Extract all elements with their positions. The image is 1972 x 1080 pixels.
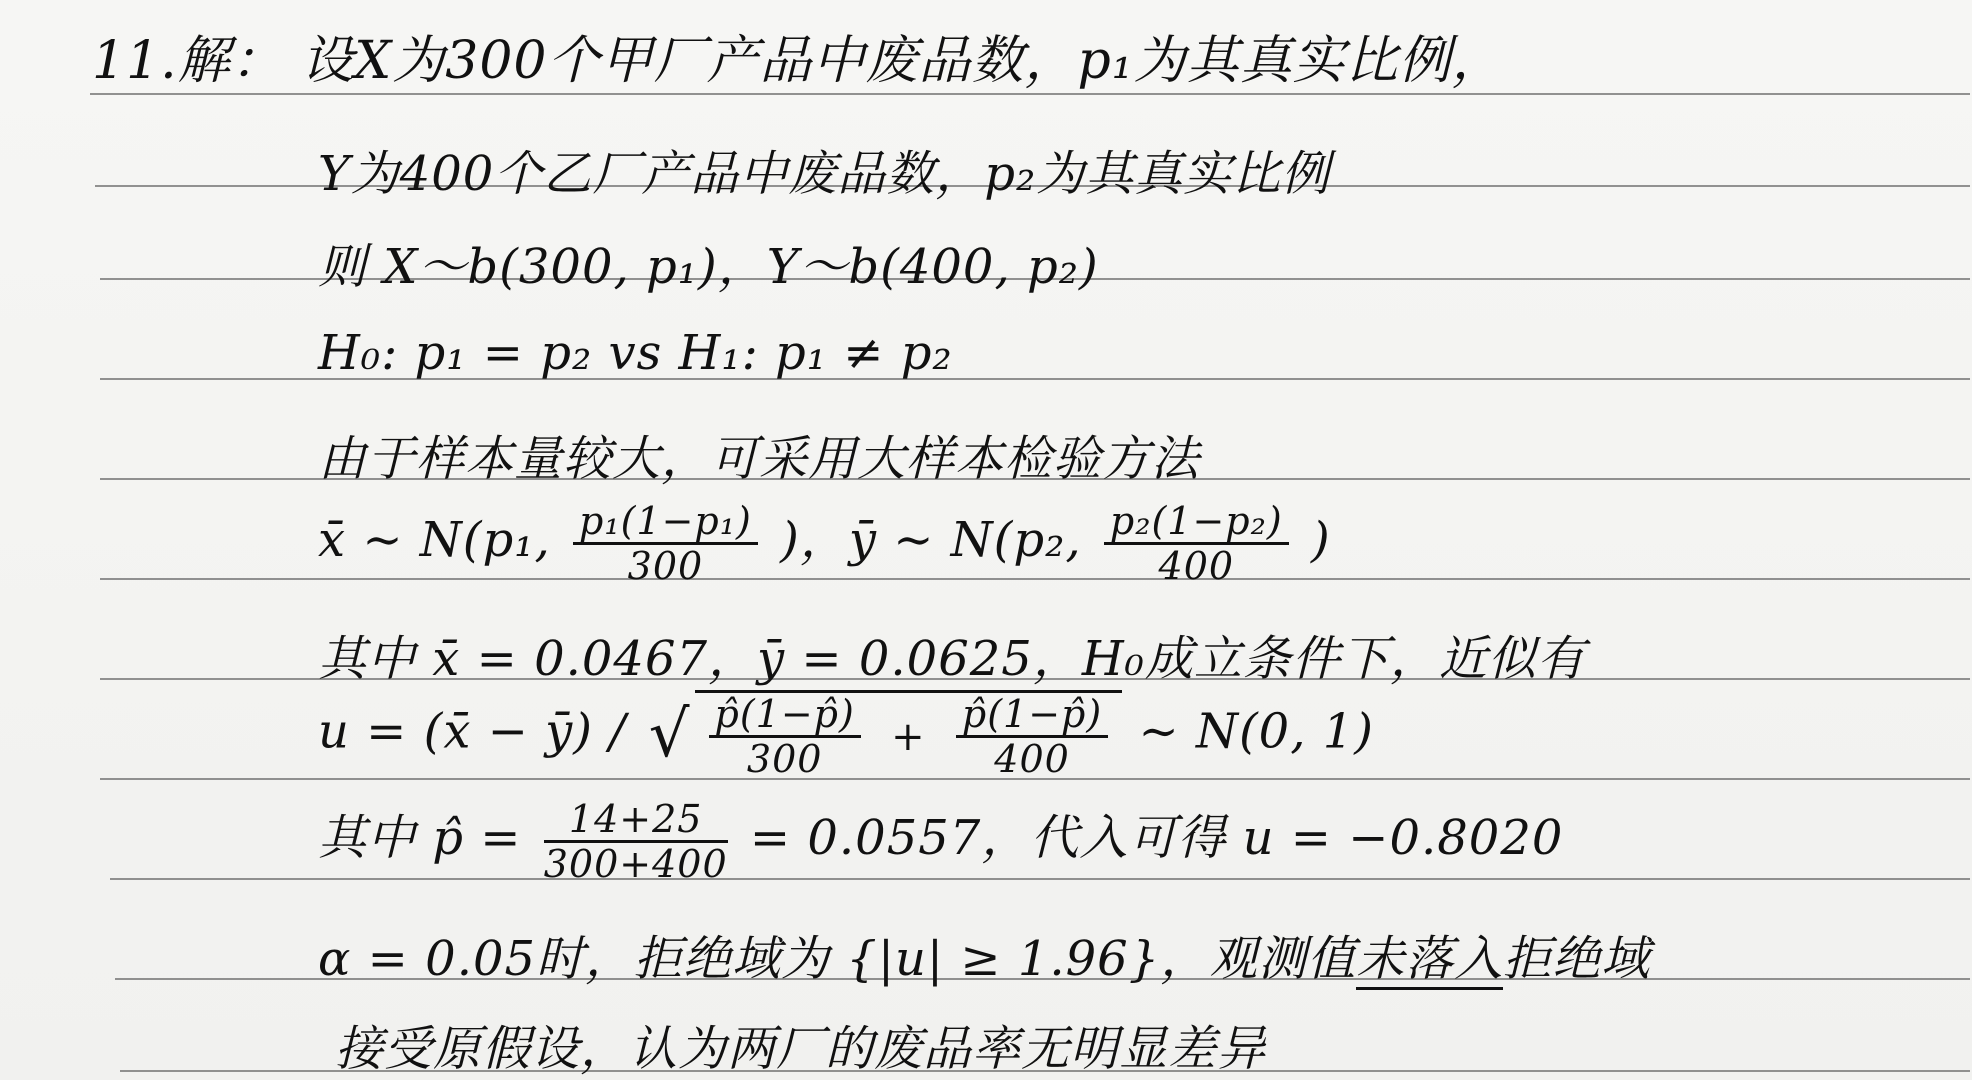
solution-line-5 bbox=[318, 420, 1200, 489]
line-10-part-a: α = 0.05时，拒绝域为 {|u| ≥ 1.96}，观测值 bbox=[318, 931, 1357, 987]
fraction-3-numerator: p̂(1−p̂) bbox=[709, 693, 861, 738]
line-7-text: 其中 x̄ = 0.0467，ȳ = 0.0625，H₀成立条件下，近似有 bbox=[318, 631, 1586, 687]
solution-line-9 bbox=[318, 798, 1563, 885]
sqrt-body bbox=[695, 690, 1123, 780]
solution-line-10 bbox=[318, 920, 1650, 989]
fraction-4 bbox=[956, 693, 1108, 780]
hypothesis-text: H₀: p₁ = p₂ vs H₁: p₁ ≠ p₂ bbox=[318, 325, 953, 381]
line-8-part-b: ∼ N(0, 1) bbox=[1138, 703, 1374, 760]
line-2-text: Y为400个乙厂产品中废品数，p₂为其真实比例 bbox=[318, 146, 1331, 202]
solution-line-4 bbox=[318, 325, 953, 381]
line-3-text: 则 X～b(300, p₁)，Y～b(400, p₂) bbox=[318, 239, 1099, 295]
fraction-3 bbox=[709, 693, 861, 780]
conclusion-text: 接受原假设，认为两厂的废品率无明显差异 bbox=[335, 1021, 1267, 1077]
fraction-5-numerator: 14+25 bbox=[544, 798, 728, 843]
line-9-part-b: = 0.0557，代入可得 u = −0.8020 bbox=[749, 810, 1564, 866]
solution-line-6 bbox=[318, 500, 1331, 587]
line-5-text: 由于样本量较大，可采用大样本检验方法 bbox=[318, 431, 1201, 487]
fraction-1-numerator: p₁(1−p₁) bbox=[573, 500, 758, 545]
fraction-3-denominator: 300 bbox=[746, 737, 823, 781]
fraction-5 bbox=[544, 798, 728, 885]
line-10-underlined: 未落入 bbox=[1356, 931, 1503, 990]
plus-sign: + bbox=[891, 713, 926, 760]
solution-line-3 bbox=[318, 228, 1099, 297]
fraction-2 bbox=[1104, 500, 1289, 587]
line-1-text: 设X为300个甲厂产品中废品数，p₁为其真实比例， bbox=[301, 31, 1505, 91]
rule-line bbox=[90, 93, 1970, 95]
solution-line-1 bbox=[92, 18, 1505, 93]
fraction-4-numerator: p̂(1−p̂) bbox=[956, 693, 1108, 738]
fraction-1 bbox=[573, 500, 758, 587]
fraction-1-denominator: 300 bbox=[627, 544, 704, 588]
line-8-part-a: u = (x̄ − ȳ) / bbox=[318, 703, 627, 760]
line-6-part-b: )，ȳ ∼ N(p₂, bbox=[780, 512, 1082, 568]
problem-label: 11.解： bbox=[92, 31, 284, 91]
sqrt-icon: √ bbox=[648, 698, 691, 772]
fraction-2-numerator: p₂(1−p₂) bbox=[1104, 500, 1289, 545]
solution-line-7 bbox=[318, 620, 1586, 689]
line-6-part-a: x̄ ∼ N(p₁, bbox=[318, 512, 551, 568]
line-6-part-c: ) bbox=[1310, 512, 1331, 568]
line-9-part-a: 其中 p̂ = bbox=[318, 810, 522, 866]
fraction-2-denominator: 400 bbox=[1158, 544, 1235, 588]
solution-line-8 bbox=[318, 690, 1374, 780]
solution-line-11 bbox=[335, 1010, 1266, 1079]
line-10-part-b: 拒绝域 bbox=[1503, 931, 1651, 987]
fraction-4-denominator: 400 bbox=[994, 737, 1070, 781]
fraction-5-denominator: 300+400 bbox=[543, 842, 728, 886]
solution-line-2 bbox=[318, 135, 1330, 204]
